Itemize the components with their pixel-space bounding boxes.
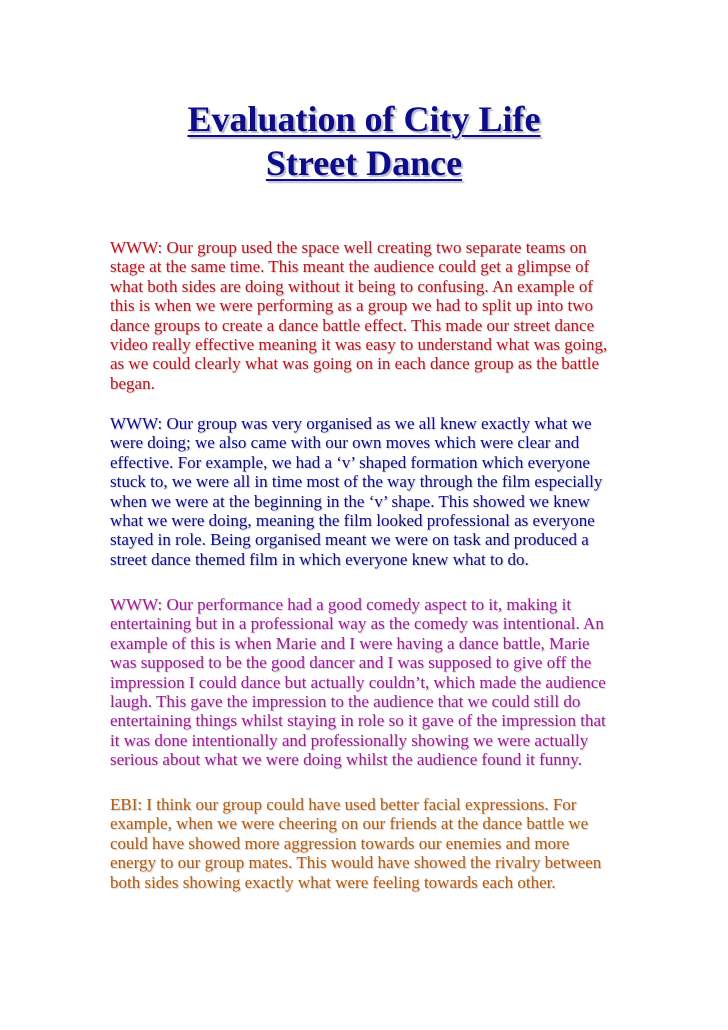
paragraph-www-comedy: WWW: Our performance had a good comedy aspect to it, making it entertaining but in a professional way as the comedy was intentional. An example of this is when Marie and I were having a dance battle, Marie was supposed to be the good dancer and I was supposed to give off the impression I could dance but actually couldn’t, which made the audience laugh. This gave the impression to the audience that we could still do entertaining things whilst staying in role so it gave of the impression that it was done intentionally and professionally showing we were actually serious about what we were doing whilst the audience found it funny. [110, 595, 606, 770]
title-line-1: Evaluation of City Life [187, 99, 541, 139]
paragraph-ebi-facial-expressions: EBI: I think our group could have used better facial expressions. For example, when we were cheering on our friends at the dance battle we could have showed more aggression towards our enemies and more energy to our group mates. This would have showed the rivalry between both sides showing exactly what were feeling towards each other. [110, 795, 602, 892]
document-title [0, 97, 728, 185]
paragraph-www-space: WWW: Our group used the space well creating two separate teams on stage at the same time. This meant the audience could get a glimpse of what both sides are doing without it being to confusing. An example of this is when we were performing as a group we had to split up into two dance groups to create a dance battle effect. This made our street dance video really effective meaning it was easy to understand what was going, as we could clearly what was going on in each dance group as the battle began. [110, 238, 608, 393]
title-line-2: Street Dance [265, 143, 463, 183]
paragraph-www-organised: WWW: Our group was very organised as we all knew exactly what we were doing; we also came with our own moves which were clear and effective. For example, we had a ‘v’ shaped formation which everyone stuck to, we were all in time most of the way through the film especially when we were at the beginning in the ‘v’ shape. This showed we knew what we were doing, meaning the film looked professional as everyone stayed in role. Being organised meant we were on task and produced a street dance themed film in which everyone knew what to do. [110, 414, 603, 569]
